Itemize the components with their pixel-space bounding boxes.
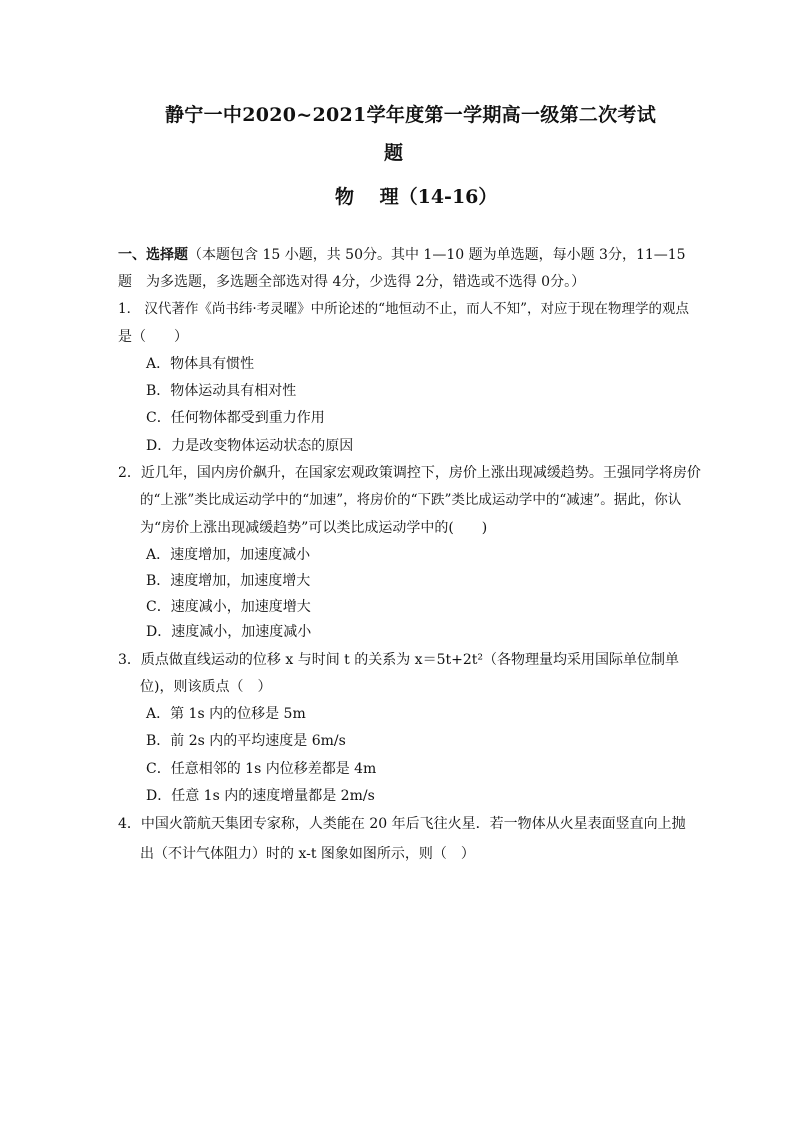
q2-stem-line2: 的“上涨”类比成运动学中的“加速”，将房价的“下跌”类比成运动学中的“减速”。据此，你认 <box>140 492 682 508</box>
section-heading: 一、选择题 <box>118 247 188 263</box>
q3-stem-line2: 位)，则该质点（ ） <box>140 679 272 695</box>
section-intro-text: （本题包含 15 小题，共 50分。其中 1—10 题为单选题，每小题 3分，11—15 <box>188 247 686 263</box>
exam-title-continuation: 题 <box>384 142 404 164</box>
q3-option-c: C．任意相邻的 1s 内位移差都是 4m <box>146 761 377 777</box>
q2-option-b: B．速度增加，加速度增大 <box>146 573 311 589</box>
section-intro-line2: 题 为多选题，多选题全部选对得 4分，少选得 2分，错选或不选得 0分。） <box>118 274 586 290</box>
section-intro-line1 <box>118 246 686 264</box>
q3-stem-line1: 3．质点做直线运动的位移 x 与时间 t 的关系为 x＝5t+2t²（各物理量均采用国际单位制单 <box>118 652 679 668</box>
q4-stem-line1: 4．中国火箭航天集团专家称，人类能在 20 年后飞往火星．若一物体从火星表面竖直向上抛 <box>118 816 686 832</box>
exam-title: 静宁一中2020~2021学年度第一学期高一级第二次考试 <box>165 104 657 126</box>
q1-option-b: B．物体运动具有相对性 <box>146 383 297 399</box>
q1-option-c: C．任何物体都受到重力作用 <box>146 410 325 426</box>
q3-option-a: A．第 1s 内的位移是 5m <box>146 706 306 722</box>
q3-option-b: B．前 2s 内的平均速度是 6m/s <box>146 733 346 749</box>
q3-option-d: D．任意 1s 内的速度增量都是 2m/s <box>146 788 375 804</box>
q2-option-d: D．速度减小，加速度减小 <box>146 624 312 640</box>
subject-title: 物 理（14-16） <box>335 186 498 208</box>
q1-option-a: A．物体具有惯性 <box>146 356 255 372</box>
q4-stem-line2: 出（不计气体阻力）时的 x-t 图象如图所示，则（ ） <box>140 846 475 862</box>
q1-stem-line2: 是（ ） <box>118 329 188 345</box>
q1-stem-line1: 1． 汉代著作《尚书纬·考灵曜》中所论述的“地恒动不止，而人不知”，对应于现在物理学的观点 <box>118 301 689 317</box>
q2-option-a: A．速度增加，加速度减小 <box>146 547 311 563</box>
q2-stem-line3: 为“房价上涨出现减缓趋势”可以类比成运动学中的( ) <box>140 520 488 536</box>
q2-option-c: C．速度减小，加速度增大 <box>146 599 311 615</box>
q2-stem-line1: 2．近几年，国内房价飙升，在国家宏观政策调控下，房价上涨出现减缓趋势。王强同学将房价 <box>118 465 701 481</box>
q1-option-d: D．力是改变物体运动状态的原因 <box>146 438 354 454</box>
